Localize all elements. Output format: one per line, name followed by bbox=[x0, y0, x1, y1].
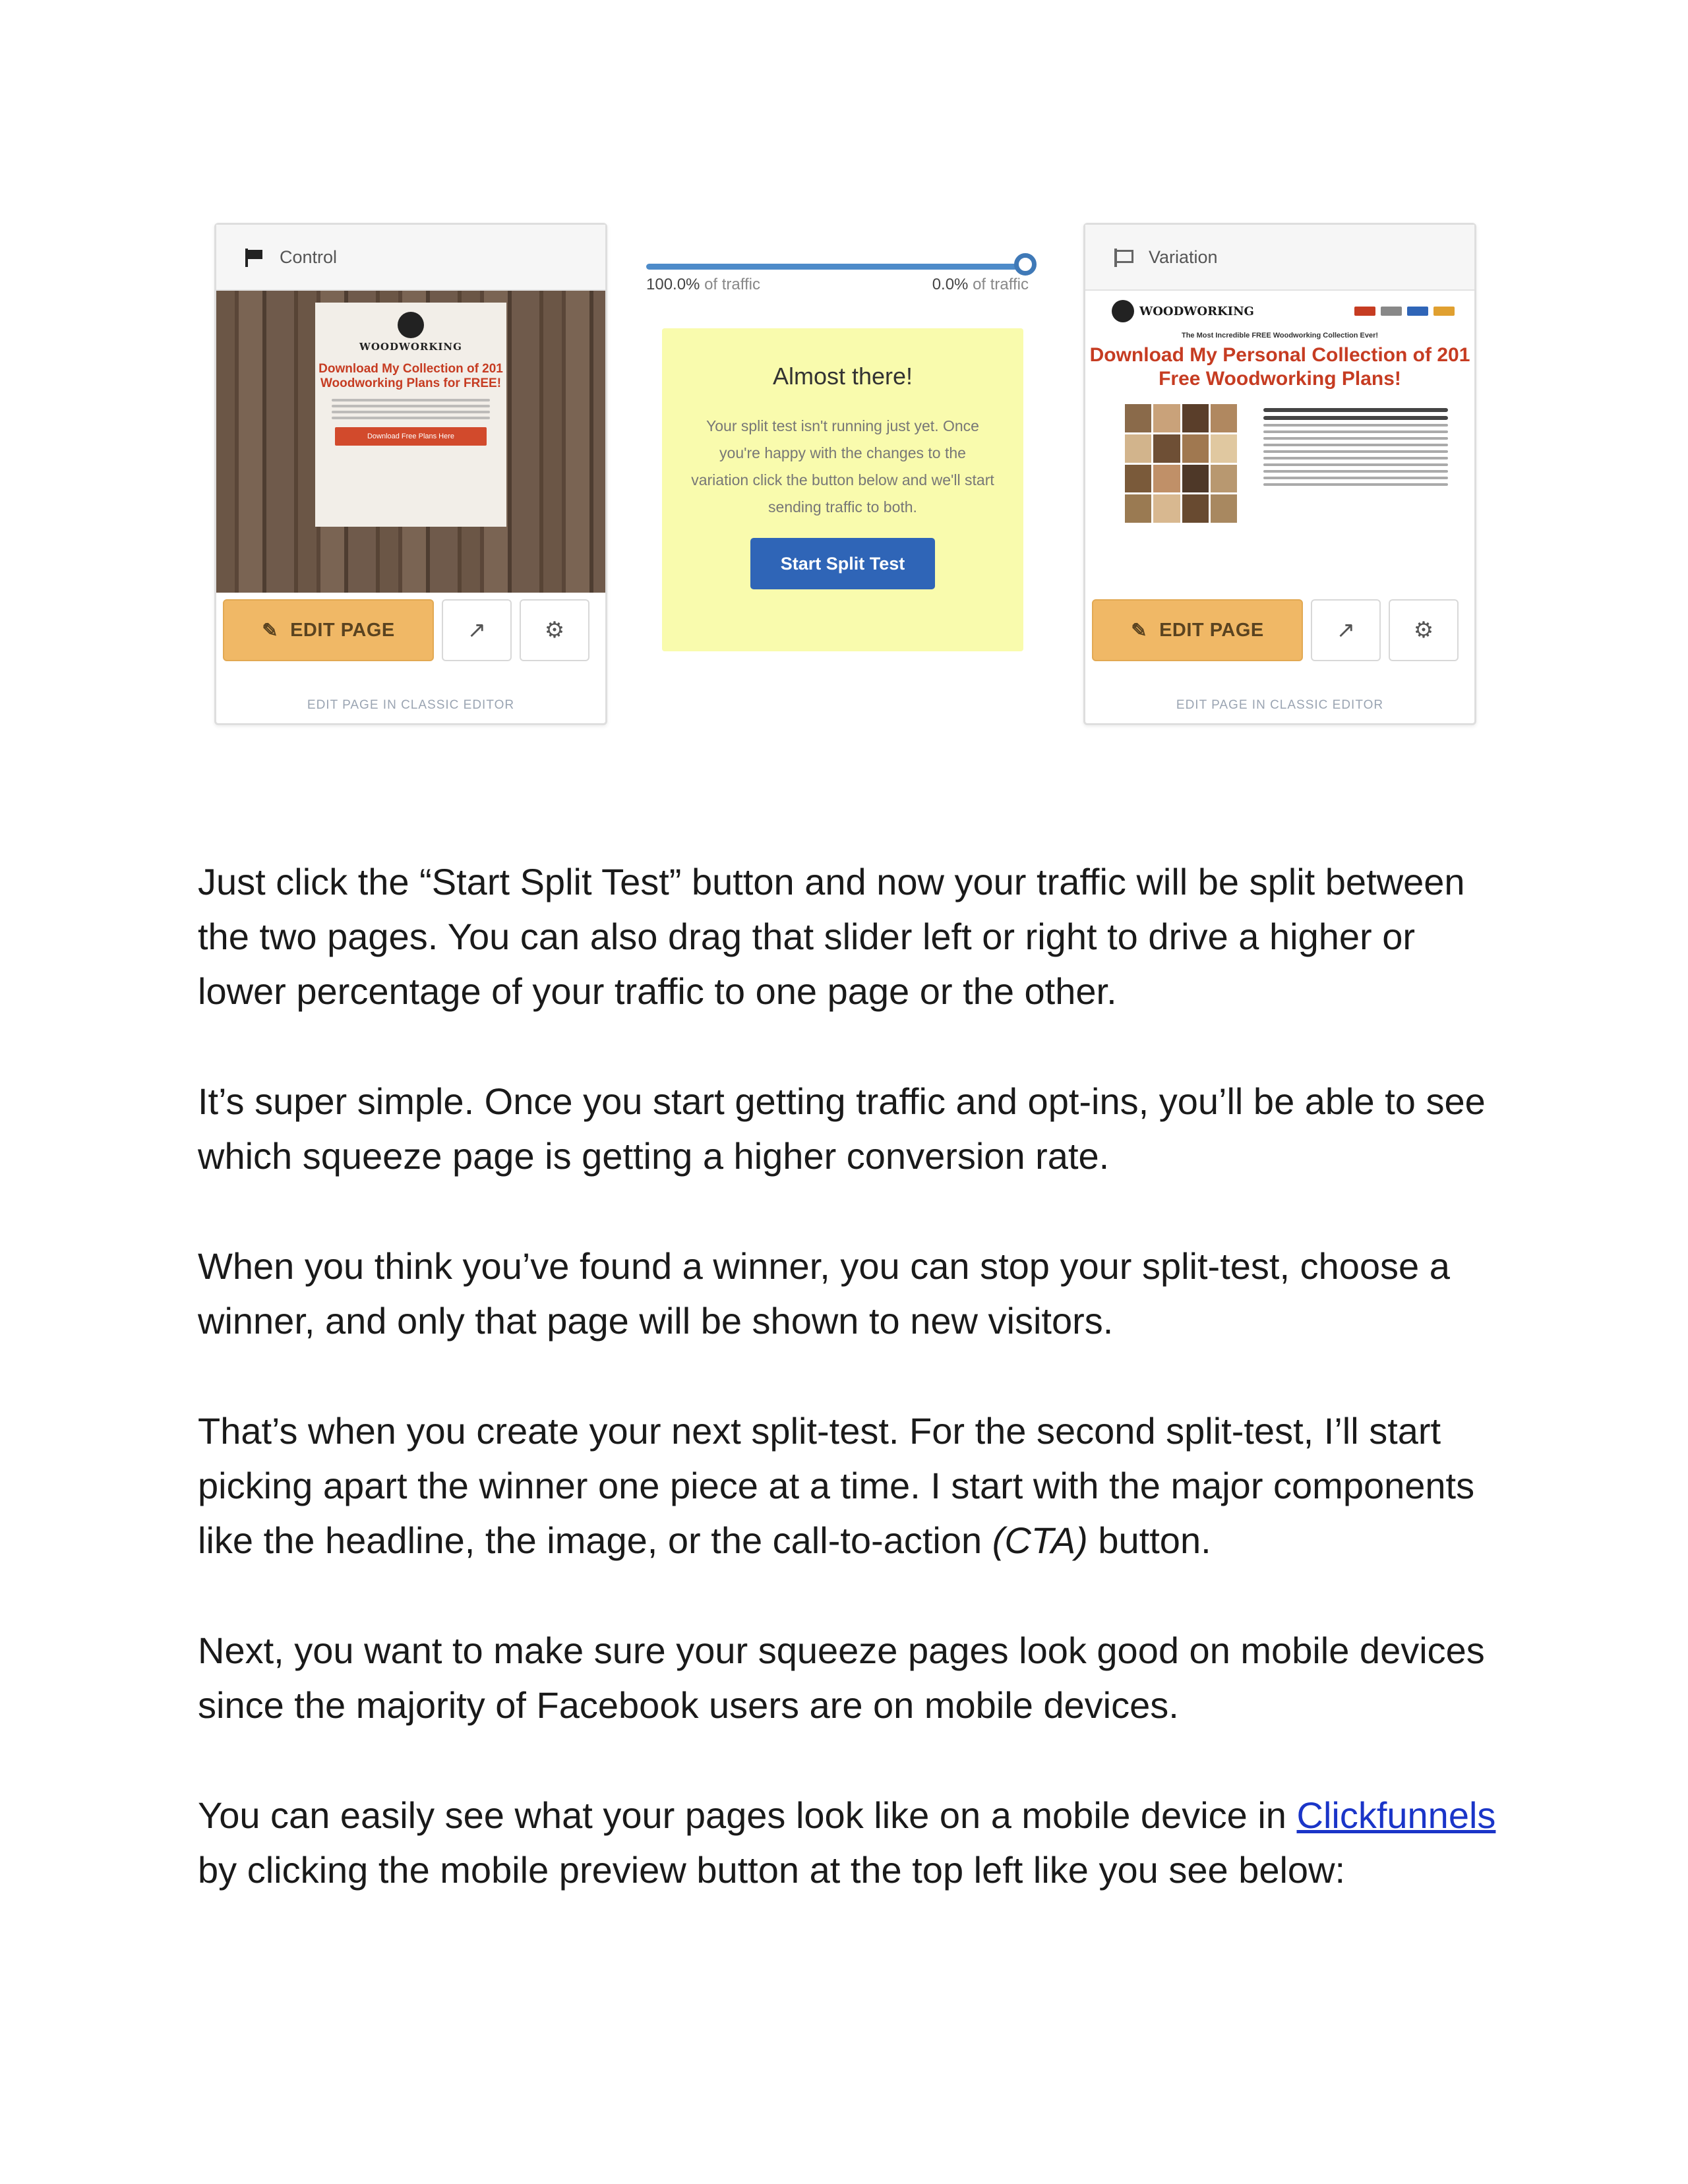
flag-solid-icon bbox=[245, 249, 262, 266]
paragraph-6 bbox=[198, 1788, 1497, 1897]
control-thumb-logo: WOODWORKING bbox=[359, 341, 462, 353]
control-edit-label: EDIT PAGE bbox=[290, 619, 395, 641]
paragraph-4-main: That’s when you create your next split-test. For the second split-test, I’ll start picking apart the winner one piece at a time. I start with the major components like the headline, the image, or the call-to-action bbox=[198, 1410, 1475, 1561]
plans-collage-image bbox=[1125, 404, 1237, 523]
logo-badge-icon bbox=[398, 312, 424, 338]
clickfunnels-link[interactable]: Clickfunnels bbox=[1296, 1794, 1496, 1836]
control-classic-editor-link[interactable]: EDIT PAGE IN CLASSIC EDITOR bbox=[307, 698, 515, 712]
variation-open-page-button[interactable] bbox=[1311, 599, 1381, 661]
variation-traffic-percent: 0.0% bbox=[932, 276, 969, 293]
edit-icon: ✎ bbox=[1131, 620, 1148, 641]
paragraph-4-end: button. bbox=[1087, 1520, 1211, 1561]
split-test-notice bbox=[662, 328, 1023, 651]
paragraph-2: It’s super simple. Once you start getting traffic and opt-ins, you’ll be able to see which squeeze page is getting a higher conversion rate. bbox=[198, 1080, 1486, 1177]
variation-thumb-topbar bbox=[1085, 291, 1474, 322]
variation-classic-editor-link[interactable]: EDIT PAGE IN CLASSIC EDITOR bbox=[1176, 698, 1384, 712]
article-body bbox=[198, 854, 1497, 1953]
variation-label: Variation bbox=[1149, 247, 1218, 267]
variation-thumb-headline: Download My Personal Collection of 201 Free Woodworking Plans! bbox=[1089, 344, 1470, 390]
control-edit-page-button[interactable] bbox=[223, 599, 434, 661]
paragraph-6-start: You can easily see what your pages look like on a mobile device in bbox=[198, 1794, 1297, 1836]
variation-edit-page-button[interactable] bbox=[1092, 599, 1303, 661]
external-link-icon: ↗ bbox=[467, 618, 487, 643]
control-header bbox=[216, 225, 605, 291]
paragraph-1: Just click the “Start Split Test” button and now your traffic will be split between the two pages. You can also drag that slider left or right to drive a higher or lower percentage of your traffic to one page or the other. bbox=[198, 861, 1465, 1012]
control-thumb-panel bbox=[315, 303, 506, 527]
split-test-screenshot bbox=[198, 204, 1490, 732]
magazine-logos bbox=[1354, 307, 1455, 316]
gear-icon: ⚙ bbox=[544, 618, 565, 643]
variation-traffic-readout bbox=[932, 276, 1029, 294]
paragraph-5: Next, you want to make sure your squeeze pages look good on mobile devices since the majority of Facebook users are on mobile devices. bbox=[198, 1630, 1485, 1726]
control-label: Control bbox=[280, 247, 338, 267]
variation-traffic-suffix: of traffic bbox=[973, 276, 1029, 293]
variation-thumb-list bbox=[1263, 404, 1448, 523]
variation-thumb-body bbox=[1085, 391, 1474, 523]
external-link-icon: ↗ bbox=[1336, 618, 1356, 643]
variation-thumbnail[interactable] bbox=[1085, 291, 1474, 593]
control-traffic-suffix: of traffic bbox=[704, 276, 761, 293]
control-card bbox=[214, 223, 607, 725]
variation-actions bbox=[1092, 599, 1459, 661]
notice-title: Almost there! bbox=[772, 363, 913, 390]
slider-track[interactable] bbox=[646, 264, 1023, 270]
gear-icon: ⚙ bbox=[1413, 618, 1434, 643]
variation-thumb-logo bbox=[1112, 300, 1254, 322]
control-thumb-headline: Download My Collection of 201 Woodworking Plans for FREE! bbox=[318, 362, 503, 390]
control-settings-button[interactable] bbox=[520, 599, 589, 661]
variation-header bbox=[1085, 225, 1474, 291]
paragraph-6-end: by clicking the mobile preview button at the top left like you see below: bbox=[198, 1849, 1346, 1891]
slider-handle[interactable] bbox=[1014, 253, 1037, 276]
variation-thumb-logo-text: WOODWORKING bbox=[1139, 304, 1254, 318]
notice-body: Your split test isn't running just yet. Once you're happy with the changes to the variation click the button below and we'll start sending traffic to both. bbox=[691, 417, 994, 516]
variation-card bbox=[1083, 223, 1476, 725]
variation-edit-label: EDIT PAGE bbox=[1159, 619, 1264, 641]
control-traffic-percent: 100.0% bbox=[646, 276, 700, 293]
control-thumbnail[interactable] bbox=[216, 291, 605, 593]
start-split-test-button[interactable]: Start Split Test bbox=[750, 538, 936, 589]
paragraph-4-cta: (CTA) bbox=[992, 1520, 1088, 1561]
control-actions bbox=[223, 599, 589, 661]
variation-settings-button[interactable] bbox=[1389, 599, 1459, 661]
logo-badge-icon bbox=[1112, 300, 1134, 322]
paragraph-4 bbox=[198, 1403, 1497, 1568]
edit-icon: ✎ bbox=[262, 620, 279, 641]
control-open-page-button[interactable] bbox=[442, 599, 512, 661]
paragraph-3: When you think you’ve found a winner, you can stop your split-test, choose a winner, and only that page will be shown to new visitors. bbox=[198, 1245, 1450, 1342]
control-thumb-body bbox=[332, 399, 490, 419]
flag-outline-icon bbox=[1114, 249, 1131, 266]
traffic-slider[interactable] bbox=[646, 264, 1042, 303]
control-traffic-readout bbox=[646, 276, 760, 294]
variation-thumb-subtitle: The Most Incredible FREE Woodworking Collection Ever! bbox=[1181, 332, 1379, 339]
control-thumb-button: Download Free Plans Here bbox=[335, 427, 487, 446]
